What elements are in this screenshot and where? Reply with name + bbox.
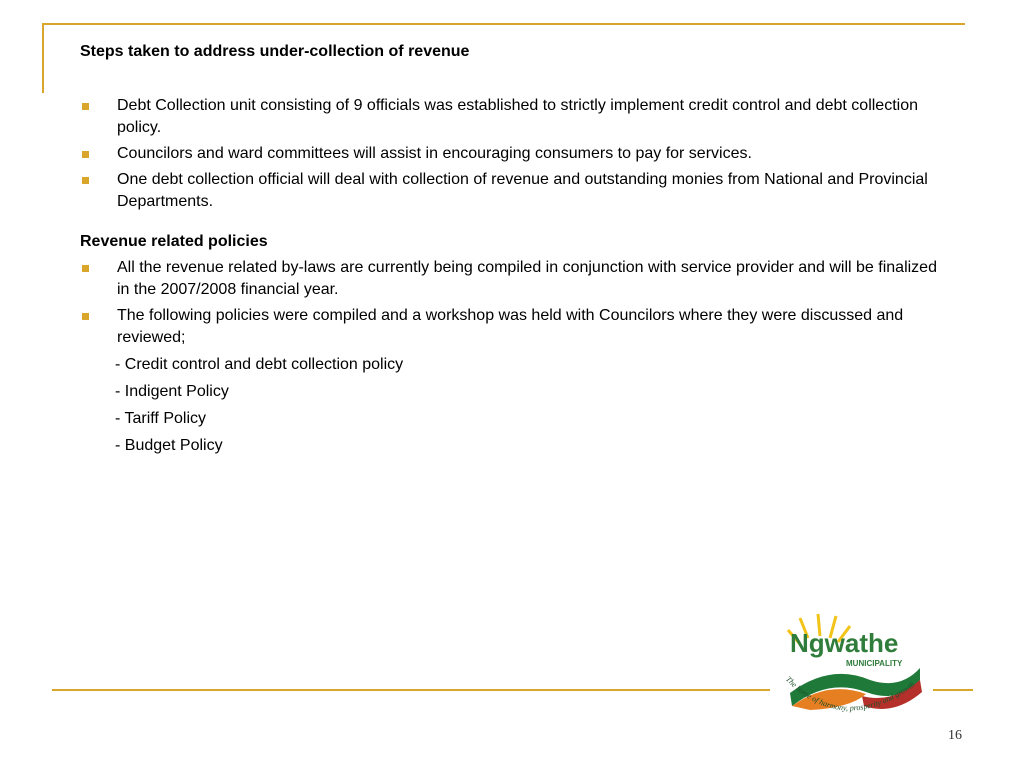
policy-sub-list (80, 354, 950, 457)
list-item (80, 257, 950, 301)
list-item (80, 143, 950, 165)
section-heading-policies: Revenue related policies (80, 233, 268, 250)
logo-subtitle: MUNICIPALITY (846, 659, 903, 668)
logo-name: Ngwathe (790, 628, 899, 658)
bullet-text: Councilors and ward committees will assist in encouraging consumers to pay for services. (117, 145, 752, 162)
policy-item: - Tariff Policy (115, 410, 206, 427)
bullet-text: Debt Collection unit consisting of 9 officials was established to strictly implement credit control and debt collection policy. (117, 97, 918, 136)
ngwathe-municipality-logo (770, 608, 935, 734)
policy-item: - Indigent Policy (115, 383, 229, 400)
policies-bullet-list (80, 257, 950, 349)
square-bullet-icon (82, 313, 89, 320)
policy-item: - Credit control and debt collection policy (115, 356, 404, 373)
left-frame-line (42, 23, 44, 93)
list-item (80, 169, 950, 213)
footer-line-right (933, 689, 973, 691)
square-bullet-icon (82, 151, 89, 158)
top-frame-line (42, 23, 965, 25)
list-item (80, 95, 950, 139)
square-bullet-icon (82, 177, 89, 184)
bullet-text: The following policies were compiled and a workshop was held with Councilors where they were discussed and reviewed; (117, 307, 904, 346)
square-bullet-icon (82, 265, 89, 272)
square-bullet-icon (82, 103, 89, 110)
slide-content (80, 41, 950, 457)
list-item (80, 305, 950, 349)
bullet-text: All the revenue related by-laws are currently being compiled in conjunction with service provider and will be finalized in the 2007/2008 financial year. (117, 259, 937, 298)
steps-bullet-list (80, 95, 950, 213)
bullet-text: One debt collection official will deal with collection of revenue and outstanding monies from National and Provincial Departments. (117, 171, 928, 210)
policy-item: - Budget Policy (115, 437, 223, 454)
page-number: 16 (948, 728, 962, 743)
section-heading-steps: Steps taken to address under-collection of revenue (80, 43, 470, 60)
logo-motto: The home of harmony, prosperity and growth (783, 674, 917, 713)
footer-line-left (52, 689, 770, 691)
